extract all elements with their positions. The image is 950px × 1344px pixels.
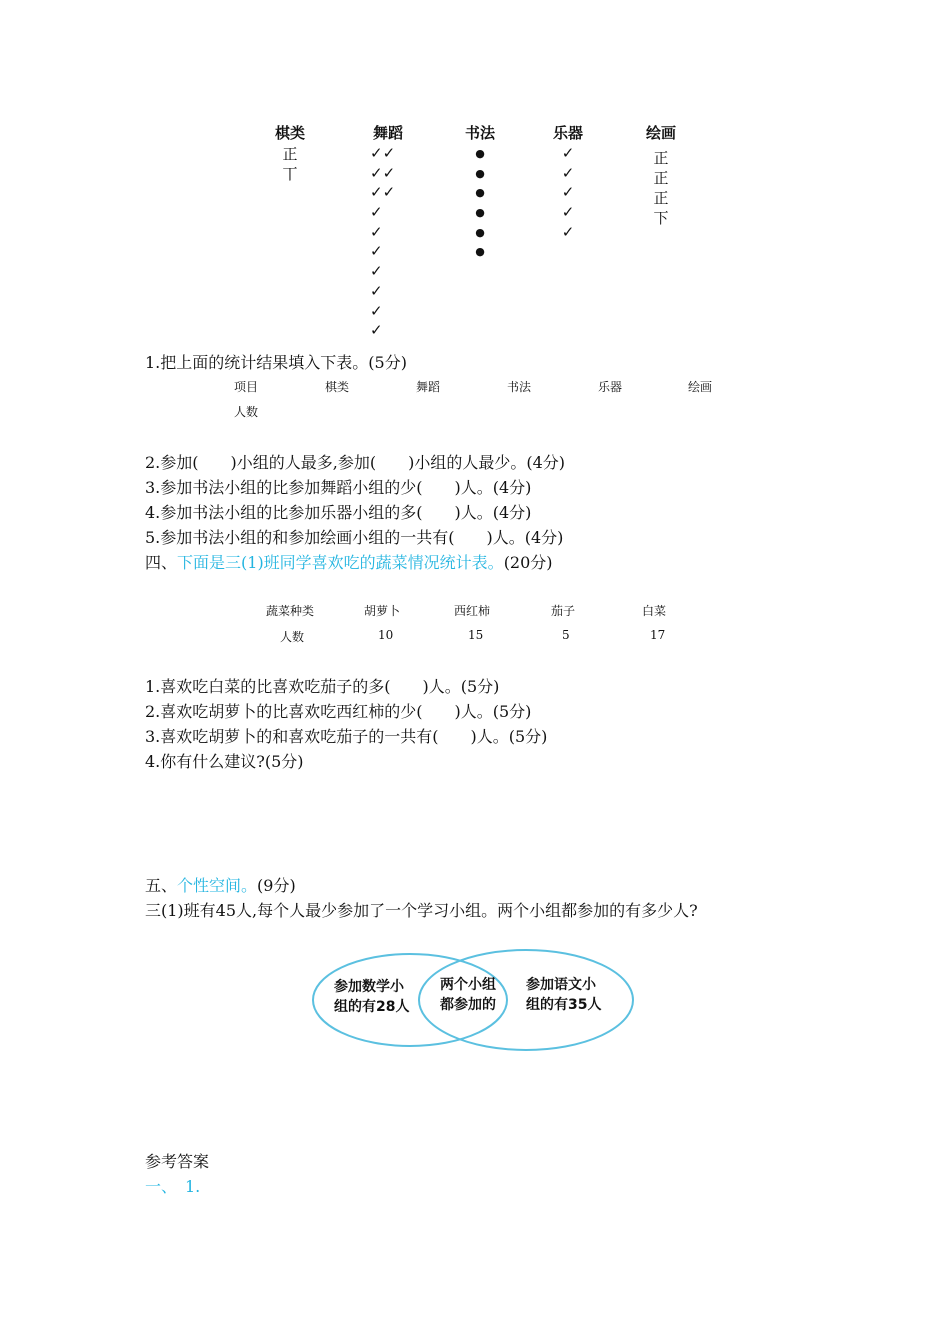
dot-mark: ● (475, 147, 485, 160)
section-title: 下面是三(1)班同学喜欢吃的蔬菜情况统计表。 (177, 553, 504, 572)
venn-text: 参加数学小 (334, 979, 404, 995)
tally-mark: 丅 (282, 165, 298, 183)
dot-mark: ● (475, 225, 485, 239)
venn-label-chinese (526, 975, 601, 1015)
question-4-4: 4.你有什么建议?(5分) (145, 752, 304, 771)
tally-mark: 正 (653, 169, 669, 187)
table-header: 白菜 (642, 604, 667, 618)
check-mark: ✓✓ (370, 144, 396, 162)
tally-header: 乐器 (552, 124, 583, 142)
check-mark: ✓ (370, 281, 383, 300)
check-mark: ✓ (561, 144, 575, 162)
answers-title: 参考答案 (145, 1152, 210, 1171)
section-number: 四、 (145, 553, 178, 572)
tally-header: 绘画 (645, 124, 676, 142)
table-cell: 5 (562, 628, 570, 642)
table-header: 蔬菜种类 (266, 604, 315, 618)
table-cell: 书法 (507, 380, 532, 394)
tally-header: 书法 (464, 124, 495, 142)
tally-column-chess (270, 122, 310, 184)
dot-mark: ● (475, 166, 485, 180)
check-mark: ✓ (370, 301, 383, 320)
table-header: 茄子 (551, 604, 576, 618)
venn-text: 组的有28人 (334, 999, 410, 1015)
tally-mark: 下 (653, 209, 669, 227)
check-mark: ✓✓ (370, 163, 396, 182)
check-mark: ✓ (561, 183, 575, 202)
section-title: 个性空间。 (177, 876, 258, 895)
section-5-heading (145, 873, 296, 898)
check-mark: ✓ (561, 222, 575, 241)
venn-label-both (440, 975, 496, 1015)
dot-mark: ● (475, 245, 485, 259)
question-3-2: 2.参加( )小组的人最多,参加( )小组的人最少。(4分) (145, 453, 565, 472)
table-cell: 棋类 (325, 380, 350, 394)
question-3-4: 4.参加书法小组的比参加乐器小组的多( )人。(4分) (145, 503, 532, 522)
question-3-3: 3.参加书法小组的比参加舞蹈小组的少( )人。(4分) (145, 478, 532, 497)
tally-mark: 正 (653, 149, 669, 167)
table-header: 胡萝卜 (364, 604, 401, 618)
dot-mark: ● (475, 186, 485, 200)
question-3-1: 1.把上面的统计结果填入下表。(5分) (145, 353, 407, 372)
venn-text: 组的有35人 (526, 997, 602, 1013)
tally-header: 棋类 (274, 124, 305, 142)
venn-text: 参加语文小 (526, 977, 596, 993)
question-4-2: 2.喜欢吃胡萝卜的比喜欢吃西红柿的少( )人。(5分) (145, 702, 532, 721)
tally-mark: 正 (282, 145, 298, 163)
table-cell: 17 (650, 628, 666, 642)
check-mark: ✓ (370, 203, 383, 222)
tally-column-dance (368, 122, 408, 341)
tally-column-calligraphy (460, 122, 500, 262)
table-cell: 项目 (234, 380, 259, 394)
tally-column-instrument (548, 122, 588, 242)
venn-text: 都参加的 (440, 997, 496, 1013)
check-mark: ✓ (561, 203, 575, 222)
check-mark: ✓ (370, 242, 383, 261)
tally-header: 舞蹈 (372, 124, 403, 142)
check-mark: ✓✓ (370, 183, 396, 202)
section-number: 五、 (145, 876, 178, 895)
answers-first: 一、 1. (145, 1177, 201, 1196)
table-cell: 10 (378, 628, 394, 642)
question-5: 三(1)班有45人,每个人最少参加了一个学习小组。两个小组都参加的有多少人? (145, 901, 698, 920)
check-mark: ✓ (370, 321, 383, 340)
table-cell: 舞蹈 (416, 380, 441, 394)
tally-column-painting (641, 122, 681, 228)
question-4-1: 1.喜欢吃白菜的比喜欢吃茄子的多( )人。(5分) (145, 677, 500, 696)
dot-mark: ● (475, 206, 485, 220)
check-mark: ✓ (370, 262, 383, 281)
table-cell: 15 (468, 628, 484, 642)
section-score: (9分) (257, 876, 296, 895)
table-cell: 人数 (234, 405, 259, 419)
venn-label-math (334, 977, 409, 1017)
check-mark: ✓ (370, 222, 383, 241)
table-cell: 绘画 (688, 380, 713, 394)
question-4-3: 3.喜欢吃胡萝卜的和喜欢吃茄子的一共有( )人。(5分) (145, 727, 548, 746)
check-mark: ✓ (561, 163, 575, 182)
section-4-heading (145, 550, 553, 575)
table-header: 西红柿 (454, 604, 491, 618)
section-score: (20分) (503, 553, 553, 572)
venn-text: 两个小组 (440, 977, 496, 993)
table-cell: 乐器 (598, 380, 623, 394)
question-3-5: 5.参加书法小组的和参加绘画小组的一共有( )人。(4分) (145, 528, 564, 547)
table-cell: 人数 (280, 630, 305, 644)
tally-mark: 正 (653, 189, 669, 207)
